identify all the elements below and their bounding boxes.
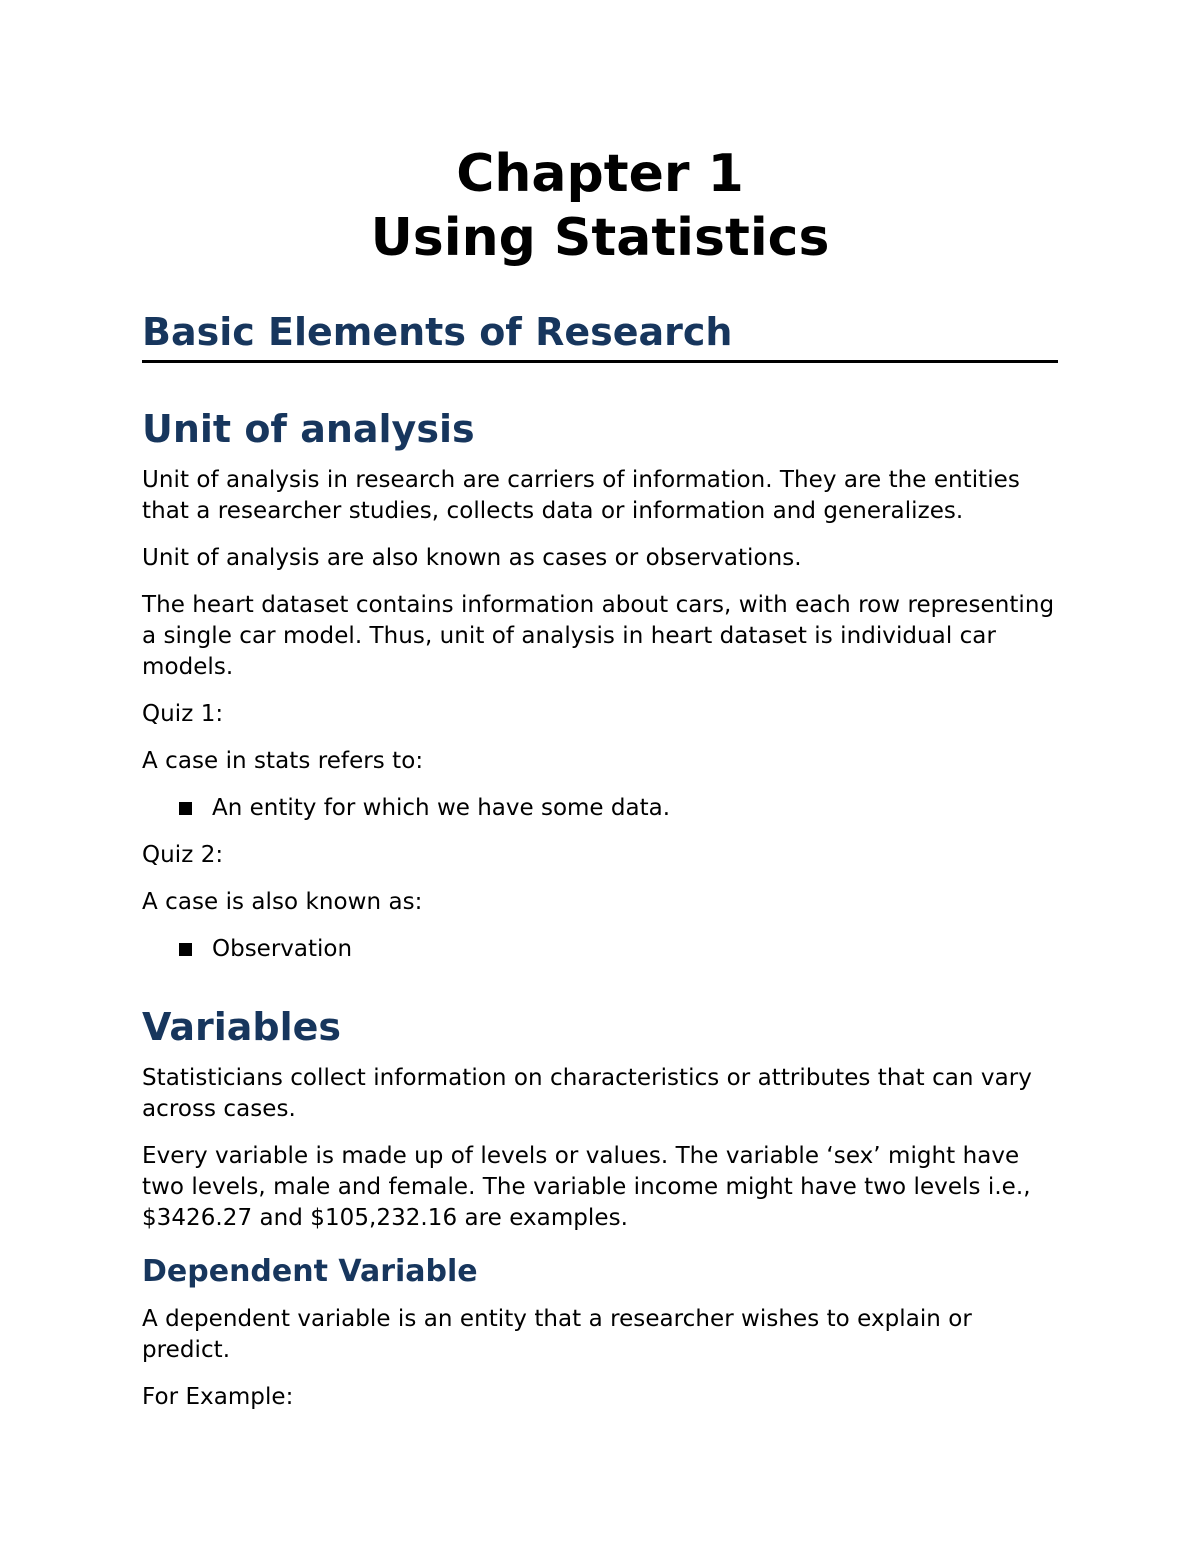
quiz-2-answer-list <box>142 934 1058 965</box>
square-bullet-icon <box>179 943 192 956</box>
document-page <box>142 0 1058 1413</box>
unit-of-analysis-paragraph-1: Unit of analysis in research are carriers of information. They are the entities that a researcher studies, collects data or information and generalizes. <box>142 467 1020 524</box>
dependent-variable-paragraph-2: For Example: <box>142 1384 294 1410</box>
list-item <box>142 793 1058 824</box>
quiz-1-answer: An entity for which we have some data. <box>212 795 671 821</box>
dependent-variable-paragraph-1: A dependent variable is an entity that a researcher wishes to explain or predict. <box>142 1306 972 1363</box>
quiz-2-question: A case is also known as: <box>142 889 423 915</box>
quiz-2-answer: Observation <box>212 936 353 962</box>
variables-paragraph-2: Every variable is made up of levels or values. The variable ‘sex’ might have two levels, male and female. The variable income might have two levels i.e., $3426.27 and $105,232.16 are examples. <box>142 1143 1031 1231</box>
chapter-number: Chapter 1 <box>456 144 744 204</box>
variables-heading: Variables <box>142 1005 341 1049</box>
quiz-1-answer-list <box>142 793 1058 824</box>
quiz-1-label: Quiz 1: <box>142 701 224 727</box>
list-item <box>142 934 1058 965</box>
unit-of-analysis-paragraph-3: The heart dataset contains information about cars, with each row representing a single car model. Thus, unit of analysis in heart dataset is individual car models. <box>142 592 1055 680</box>
chapter-subtitle: Using Statistics <box>370 208 830 268</box>
section-heading: Basic Elements of Research <box>142 308 1058 363</box>
unit-of-analysis-heading: Unit of analysis <box>142 407 475 451</box>
chapter-title <box>142 0 1058 270</box>
variables-paragraph-1: Statisticians collect information on characteristics or attributes that can vary across cases. <box>142 1065 1032 1122</box>
quiz-1-question: A case in stats refers to: <box>142 748 424 774</box>
unit-of-analysis-paragraph-2: Unit of analysis are also known as cases or observations. <box>142 545 802 571</box>
square-bullet-icon <box>179 802 192 815</box>
quiz-2-label: Quiz 2: <box>142 842 224 868</box>
dependent-variable-heading: Dependent Variable <box>142 1254 478 1289</box>
